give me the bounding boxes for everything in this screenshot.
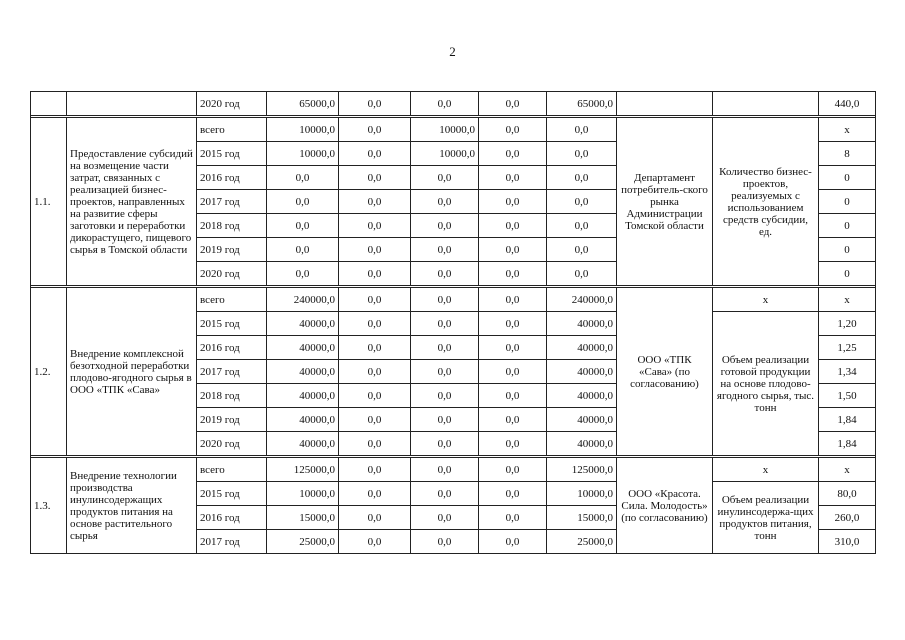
indicator-value-cell: 440,0 [819,92,876,116]
value-cell: 0,0 [267,214,339,238]
value-cell: 0,0 [339,312,411,336]
value-cell: 0,0 [479,384,547,408]
value-cell: 0,0 [339,142,411,166]
value-cell: 0,0 [479,166,547,190]
indicator-name-total: х [713,288,819,312]
value-cell: 0,0 [411,432,479,456]
indicator-value-cell: х [819,118,876,142]
indicator-value-cell: 1,84 [819,432,876,456]
indicator-value-cell: 80,0 [819,482,876,506]
year-cell: 2017 год [197,190,267,214]
indicator-name-cell: Количество бизнес-проектов, реализуемых с использованием средств субсидии, ед. [713,118,819,286]
indicator-value-cell: 1,84 [819,408,876,432]
table-row [31,458,876,482]
value-cell: 0,0 [547,190,617,214]
program-table [30,91,876,554]
value-cell: 40000,0 [547,360,617,384]
indicator-value-cell: 0 [819,166,876,190]
value-cell: 0,0 [547,238,617,262]
value-cell: 0,0 [479,190,547,214]
value-cell: 15000,0 [547,506,617,530]
value-cell: 25000,0 [547,530,617,554]
value-cell: 0,0 [411,214,479,238]
value-cell: 0,0 [339,408,411,432]
value-cell: 0,0 [479,408,547,432]
value-cell: 10000,0 [411,118,479,142]
year-cell: 2015 год [197,312,267,336]
value-cell: 40000,0 [547,312,617,336]
value-cell: 0,0 [411,262,479,286]
value-cell: 0,0 [267,262,339,286]
value-cell: 65000,0 [267,92,339,116]
value-cell: 0,0 [411,530,479,554]
indicator-value-cell: 260,0 [819,506,876,530]
year-cell: 2018 год [197,384,267,408]
indicator-value-cell: х [819,288,876,312]
value-cell: 0,0 [547,142,617,166]
indicator-value-cell: 8 [819,142,876,166]
indicator-value-cell: х [819,458,876,482]
name-cell [67,92,197,116]
value-cell: 0,0 [411,360,479,384]
value-cell: 25000,0 [267,530,339,554]
value-cell: 0,0 [479,92,547,116]
value-cell: 0,0 [411,336,479,360]
item-name: Внедрение технологии производства инулинсодержащих продуктов питания на основе растительного сырья [67,458,197,554]
value-cell: 0,0 [547,214,617,238]
indicator-value-cell: 1,34 [819,360,876,384]
year-cell: 2016 год [197,506,267,530]
value-cell: 0,0 [339,384,411,408]
value-cell: 0,0 [479,506,547,530]
value-cell: 0,0 [479,142,547,166]
table-row [31,118,876,142]
value-cell: 0,0 [339,92,411,116]
year-cell: 2015 год [197,482,267,506]
value-cell: 0,0 [547,262,617,286]
item-name: Предоставление субсидий на возмещение части затрат, связанных с реализацией бизнес-проектов, направленных на развитие сферы заготовки и переработки дикорастущего, пищевого сырья в Томской области [67,118,197,286]
indicator-value-cell: 310,0 [819,530,876,554]
value-cell: 0,0 [339,458,411,482]
value-cell: 0,0 [339,506,411,530]
year-cell: всего [197,288,267,312]
value-cell: 0,0 [479,238,547,262]
value-cell: 0,0 [339,214,411,238]
value-cell: 40000,0 [547,336,617,360]
year-cell: всего [197,118,267,142]
value-cell: 0,0 [479,288,547,312]
value-cell: 0,0 [411,92,479,116]
value-cell: 0,0 [411,190,479,214]
value-cell: 40000,0 [267,408,339,432]
value-cell: 0,0 [339,360,411,384]
value-cell: 0,0 [339,336,411,360]
page-number: 2 [449,44,456,59]
value-cell: 0,0 [267,238,339,262]
value-cell: 125000,0 [267,458,339,482]
value-cell: 240000,0 [547,288,617,312]
year-cell: всего [197,458,267,482]
indicator-name-cell: Объем реализации инулинсодержа-щих продуктов питания, тонн [713,482,819,554]
year-cell: 2015 год [197,142,267,166]
year-cell: 2019 год [197,238,267,262]
year-cell: 2020 год [197,262,267,286]
table-row [31,288,876,312]
value-cell: 40000,0 [547,408,617,432]
value-cell: 65000,0 [547,92,617,116]
year-cell: 2016 год [197,336,267,360]
year-cell: 2018 год [197,214,267,238]
value-cell: 10000,0 [267,118,339,142]
value-cell: 0,0 [479,432,547,456]
value-cell: 0,0 [339,432,411,456]
value-cell: 40000,0 [267,336,339,360]
value-cell: 0,0 [411,408,479,432]
item-number: 1.3. [31,458,67,554]
value-cell: 0,0 [479,458,547,482]
item-name: Внедрение комплексной безотходной переработки плодово-ягодного сырья в ООО «ТПК «Сава» [67,288,197,456]
value-cell: 0,0 [339,118,411,142]
value-cell: 0,0 [411,458,479,482]
table-row [31,92,876,116]
value-cell: 10000,0 [547,482,617,506]
year-cell: 2017 год [197,530,267,554]
item-number: 1.2. [31,288,67,456]
indicator-name-cell: Объем реализации готовой продукции на основе плодово-ягодного сырья, тыс. тонн [713,312,819,456]
value-cell: 40000,0 [547,432,617,456]
value-cell: 0,0 [411,238,479,262]
value-cell: 0,0 [339,238,411,262]
value-cell: 40000,0 [547,384,617,408]
indicator-value-cell: 0 [819,262,876,286]
value-cell: 0,0 [479,530,547,554]
table-body [31,92,876,554]
indicator-value-cell: 0 [819,214,876,238]
value-cell: 0,0 [479,336,547,360]
value-cell: 0,0 [339,166,411,190]
value-cell: 0,0 [479,214,547,238]
value-cell: 240000,0 [267,288,339,312]
value-cell: 40000,0 [267,360,339,384]
value-cell: 0,0 [267,166,339,190]
indicator-value-cell: 1,25 [819,336,876,360]
year-cell: 2016 год [197,166,267,190]
value-cell: 0,0 [411,288,479,312]
value-cell: 10000,0 [267,482,339,506]
value-cell: 0,0 [267,190,339,214]
value-cell: 0,0 [339,190,411,214]
indicator-value-cell: 1,50 [819,384,876,408]
value-cell: 40000,0 [267,312,339,336]
indicator-value-cell: 0 [819,190,876,214]
value-cell: 40000,0 [267,384,339,408]
item-number: 1.1. [31,118,67,286]
number-cell [31,92,67,116]
value-cell: 0,0 [339,482,411,506]
value-cell: 0,0 [339,530,411,554]
value-cell: 15000,0 [267,506,339,530]
year-cell: 2019 год [197,408,267,432]
value-cell: 0,0 [547,166,617,190]
executor-cell: ООО «ТПК «Сава» (по согласованию) [617,288,713,456]
value-cell: 0,0 [479,118,547,142]
indicator-value-cell: 0 [819,238,876,262]
value-cell: 0,0 [547,118,617,142]
executor-cell: Департамент потребитель-ского рынка Администрации Томской области [617,118,713,286]
value-cell: 0,0 [339,262,411,286]
value-cell: 0,0 [479,360,547,384]
value-cell: 10000,0 [411,142,479,166]
value-cell: 40000,0 [267,432,339,456]
indicator-name-cell [713,92,819,116]
value-cell: 0,0 [479,482,547,506]
value-cell: 0,0 [479,312,547,336]
indicator-value-cell: 1,20 [819,312,876,336]
value-cell: 0,0 [339,288,411,312]
indicator-name-total: х [713,458,819,482]
value-cell: 0,0 [411,506,479,530]
executor-cell: ООО «Красота. Сила. Молодость» (по согласованию) [617,458,713,554]
value-cell: 125000,0 [547,458,617,482]
year-cell: 2017 год [197,360,267,384]
value-cell: 0,0 [479,262,547,286]
year-cell: 2020 год [197,92,267,116]
executor-cell [617,92,713,116]
value-cell: 0,0 [411,384,479,408]
value-cell: 0,0 [411,166,479,190]
value-cell: 0,0 [411,312,479,336]
value-cell: 0,0 [411,482,479,506]
year-cell: 2020 год [197,432,267,456]
value-cell: 10000,0 [267,142,339,166]
